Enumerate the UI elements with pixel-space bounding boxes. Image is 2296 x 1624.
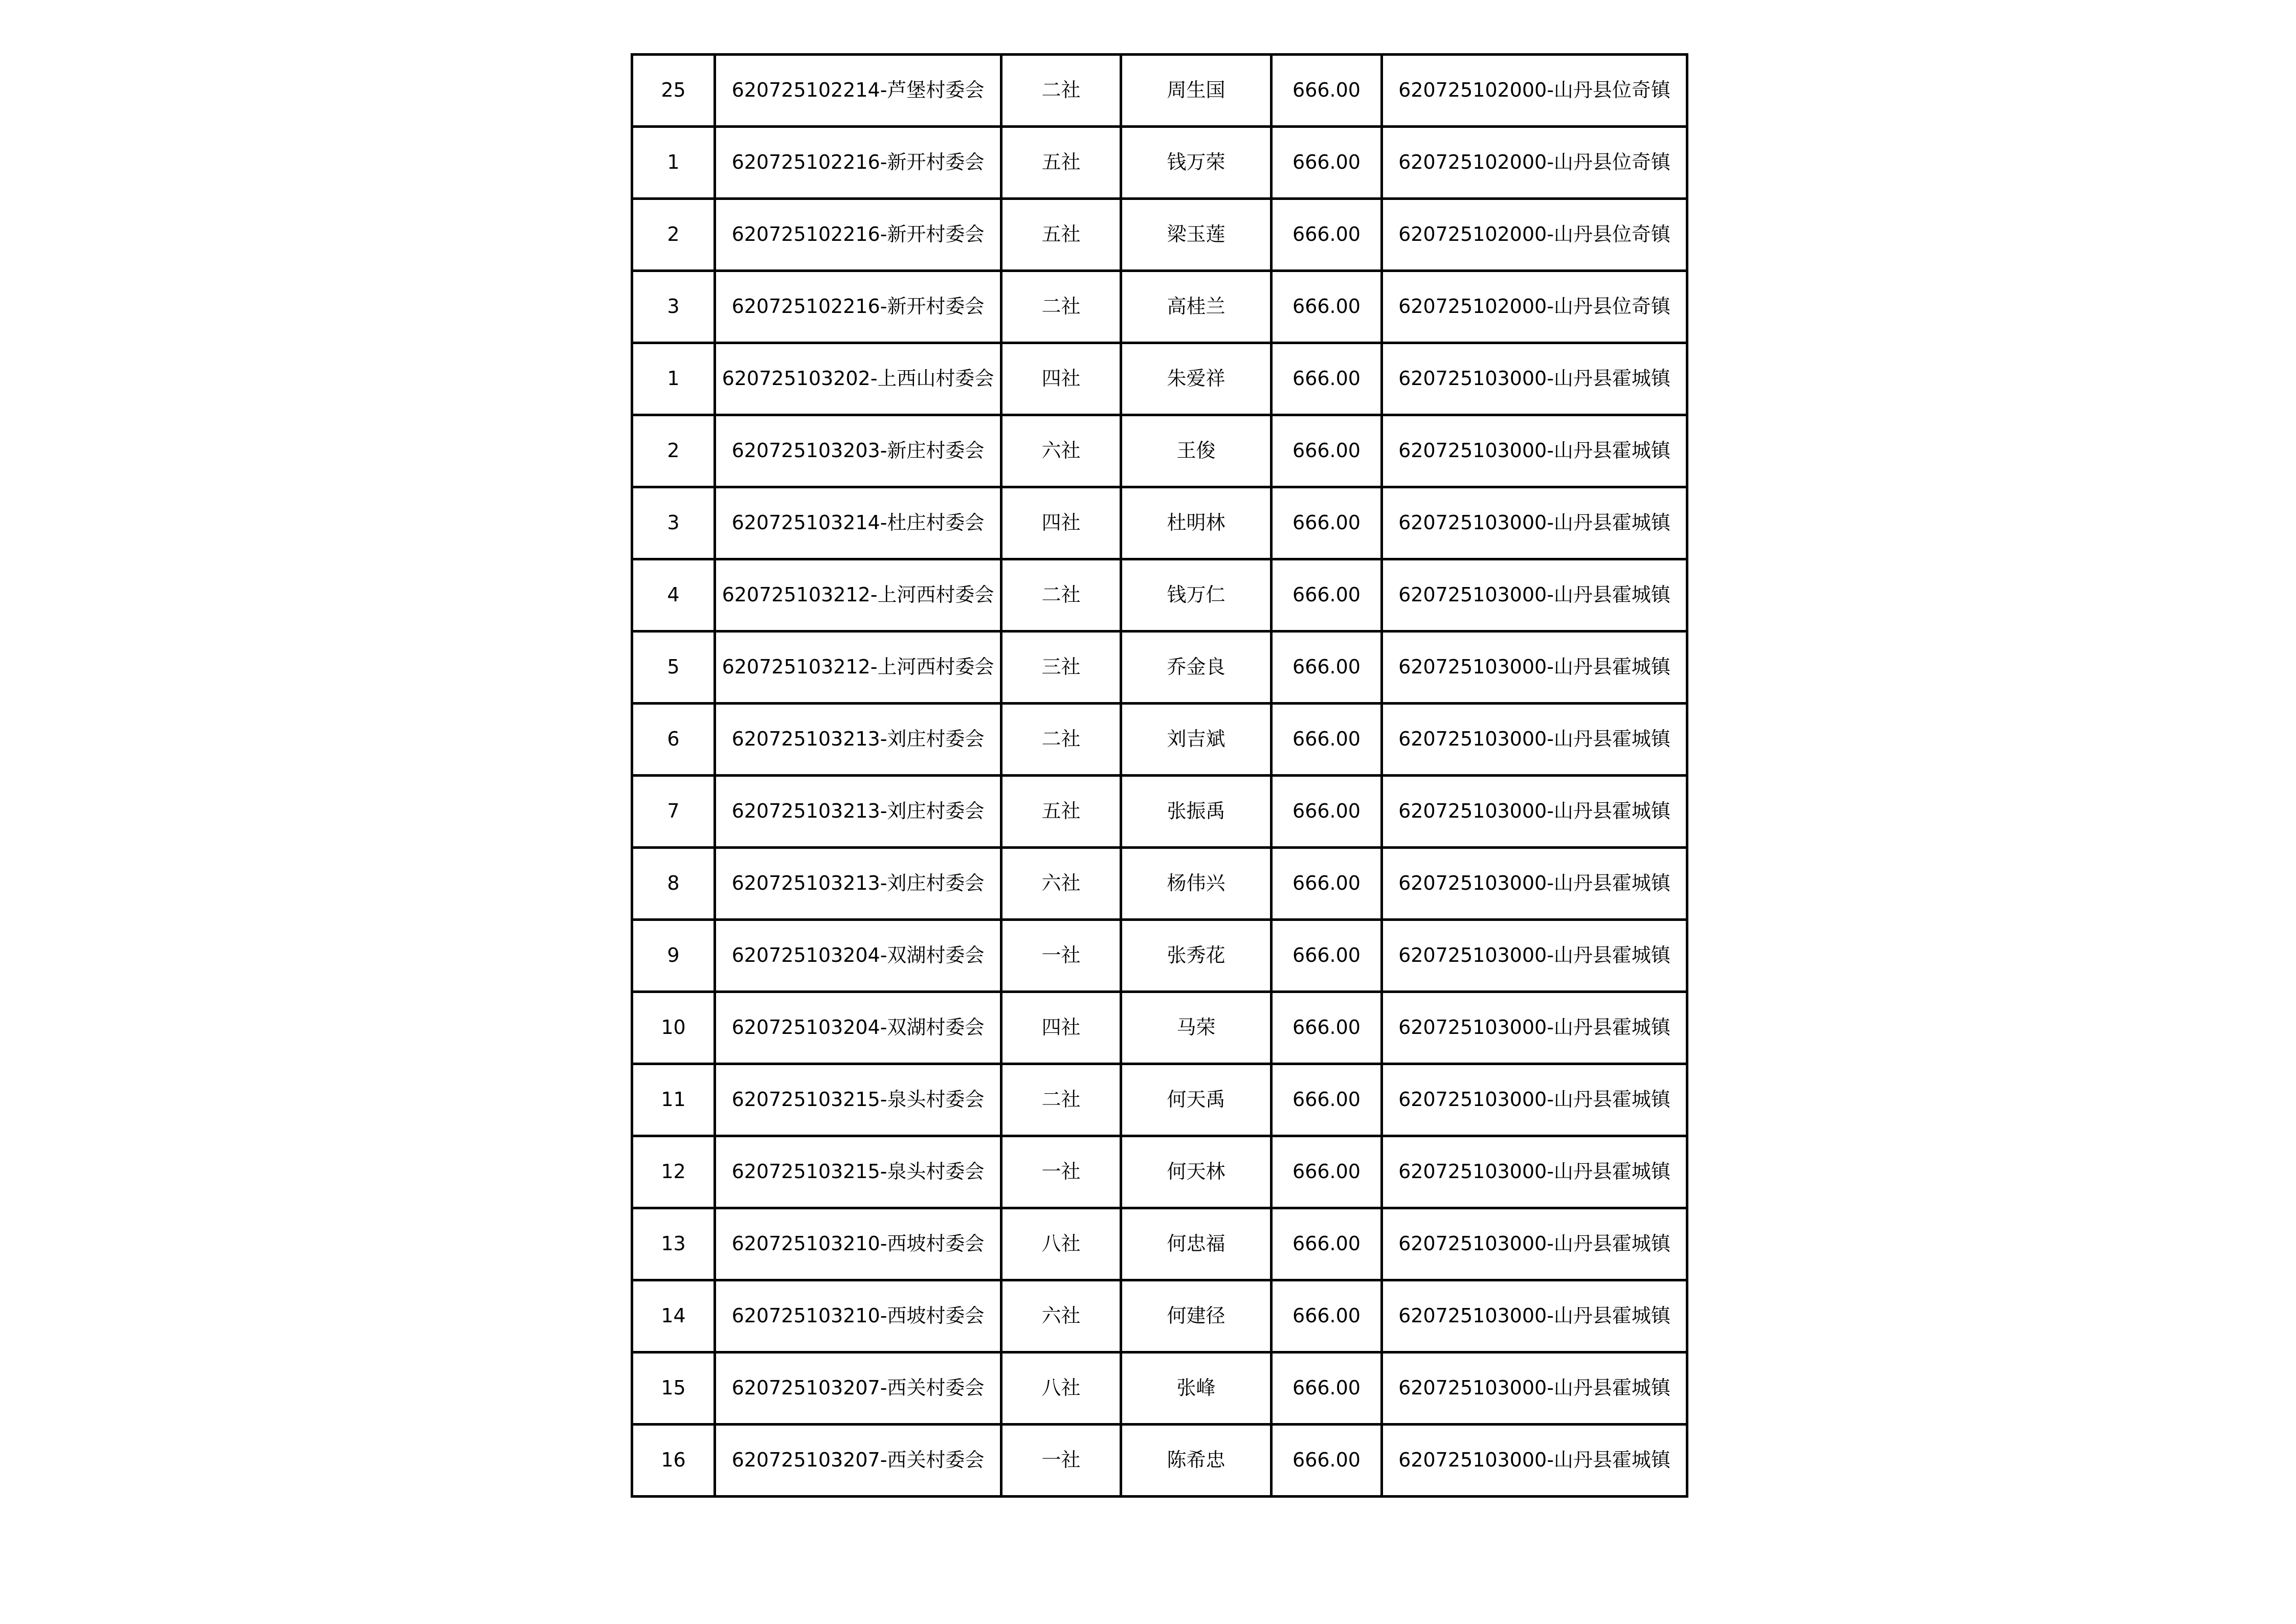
village-cell: 620725103212-上河西村委会	[715, 559, 1001, 631]
table-row	[632, 559, 1687, 631]
village-cell: 620725103204-双湖村委会	[715, 920, 1001, 992]
row-index-cell: 7	[632, 776, 715, 848]
village-cell: 620725102216-新开村委会	[715, 271, 1001, 343]
amount-cell: 666.00	[1272, 127, 1382, 199]
town-cell: 620725103000-山丹县霍城镇	[1382, 343, 1687, 415]
amount-cell: 666.00	[1272, 271, 1382, 343]
name-cell: 何建径	[1121, 1280, 1272, 1352]
town-cell: 620725103000-山丹县霍城镇	[1382, 848, 1687, 920]
town-cell: 620725103000-山丹县霍城镇	[1382, 1136, 1687, 1208]
amount-cell: 666.00	[1272, 992, 1382, 1064]
village-cell: 620725102216-新开村委会	[715, 127, 1001, 199]
group-cell: 二社	[1001, 271, 1121, 343]
town-cell: 620725103000-山丹县霍城镇	[1382, 415, 1687, 487]
group-cell: 二社	[1001, 704, 1121, 776]
table-row	[632, 1136, 1687, 1208]
amount-cell: 666.00	[1272, 343, 1382, 415]
amount-cell: 666.00	[1272, 1352, 1382, 1425]
table-row	[632, 487, 1687, 559]
table-row	[632, 415, 1687, 487]
village-cell: 620725103215-泉头村委会	[715, 1136, 1001, 1208]
table-row	[632, 271, 1687, 343]
row-index-cell: 12	[632, 1136, 715, 1208]
town-cell: 620725103000-山丹县霍城镇	[1382, 920, 1687, 992]
amount-cell: 666.00	[1272, 920, 1382, 992]
group-cell: 八社	[1001, 1352, 1121, 1425]
town-cell: 620725102000-山丹县位奇镇	[1382, 127, 1687, 199]
village-cell: 620725103202-上西山村委会	[715, 343, 1001, 415]
name-cell: 陈希忠	[1121, 1425, 1272, 1497]
village-cell: 620725103207-西关村委会	[715, 1425, 1001, 1497]
name-cell: 刘吉斌	[1121, 704, 1272, 776]
group-cell: 五社	[1001, 127, 1121, 199]
village-cell: 620725103210-西坡村委会	[715, 1208, 1001, 1280]
town-cell: 620725103000-山丹县霍城镇	[1382, 487, 1687, 559]
group-cell: 四社	[1001, 992, 1121, 1064]
row-index-cell: 3	[632, 271, 715, 343]
group-cell: 一社	[1001, 920, 1121, 992]
group-cell: 四社	[1001, 487, 1121, 559]
town-cell: 620725103000-山丹县霍城镇	[1382, 559, 1687, 631]
name-cell: 杨伟兴	[1121, 848, 1272, 920]
table-row	[632, 343, 1687, 415]
village-cell: 620725103212-上河西村委会	[715, 631, 1001, 704]
village-cell: 620725103204-双湖村委会	[715, 992, 1001, 1064]
amount-cell: 666.00	[1272, 1280, 1382, 1352]
row-index-cell: 1	[632, 343, 715, 415]
amount-cell: 666.00	[1272, 55, 1382, 127]
table-row	[632, 631, 1687, 704]
name-cell: 王俊	[1121, 415, 1272, 487]
town-cell: 620725102000-山丹县位奇镇	[1382, 271, 1687, 343]
row-index-cell: 2	[632, 199, 715, 271]
table-row	[632, 1208, 1687, 1280]
name-cell: 杜明林	[1121, 487, 1272, 559]
row-index-cell: 11	[632, 1064, 715, 1136]
table-row	[632, 55, 1687, 127]
amount-cell: 666.00	[1272, 631, 1382, 704]
name-cell: 钱万仁	[1121, 559, 1272, 631]
roster-table	[631, 53, 1688, 1498]
village-cell: 620725103214-杜庄村委会	[715, 487, 1001, 559]
row-index-cell: 5	[632, 631, 715, 704]
group-cell: 一社	[1001, 1425, 1121, 1497]
table-row	[632, 1352, 1687, 1425]
row-index-cell: 9	[632, 920, 715, 992]
group-cell: 六社	[1001, 848, 1121, 920]
table-row	[632, 848, 1687, 920]
row-index-cell: 1	[632, 127, 715, 199]
group-cell: 三社	[1001, 631, 1121, 704]
name-cell: 朱爱祥	[1121, 343, 1272, 415]
row-index-cell: 16	[632, 1425, 715, 1497]
town-cell: 620725103000-山丹县霍城镇	[1382, 1425, 1687, 1497]
table-row	[632, 1064, 1687, 1136]
town-cell: 620725103000-山丹县霍城镇	[1382, 704, 1687, 776]
name-cell: 乔金良	[1121, 631, 1272, 704]
table-row	[632, 920, 1687, 992]
name-cell: 张秀花	[1121, 920, 1272, 992]
village-cell: 620725103203-新庄村委会	[715, 415, 1001, 487]
table-row	[632, 1425, 1687, 1497]
table-row	[632, 776, 1687, 848]
name-cell: 何天禹	[1121, 1064, 1272, 1136]
amount-cell: 666.00	[1272, 704, 1382, 776]
village-cell: 620725102216-新开村委会	[715, 199, 1001, 271]
group-cell: 六社	[1001, 415, 1121, 487]
amount-cell: 666.00	[1272, 1136, 1382, 1208]
amount-cell: 666.00	[1272, 1425, 1382, 1497]
amount-cell: 666.00	[1272, 776, 1382, 848]
village-cell: 620725103210-西坡村委会	[715, 1280, 1001, 1352]
group-cell: 四社	[1001, 343, 1121, 415]
group-cell: 二社	[1001, 559, 1121, 631]
amount-cell: 666.00	[1272, 199, 1382, 271]
amount-cell: 666.00	[1272, 1064, 1382, 1136]
roster-table-body	[632, 55, 1687, 1497]
amount-cell: 666.00	[1272, 559, 1382, 631]
town-cell: 620725103000-山丹县霍城镇	[1382, 1280, 1687, 1352]
name-cell: 何忠福	[1121, 1208, 1272, 1280]
group-cell: 二社	[1001, 55, 1121, 127]
group-cell: 二社	[1001, 1064, 1121, 1136]
name-cell: 张峰	[1121, 1352, 1272, 1425]
village-cell: 620725103213-刘庄村委会	[715, 776, 1001, 848]
name-cell: 钱万荣	[1121, 127, 1272, 199]
table-row	[632, 992, 1687, 1064]
amount-cell: 666.00	[1272, 487, 1382, 559]
town-cell: 620725102000-山丹县位奇镇	[1382, 55, 1687, 127]
town-cell: 620725103000-山丹县霍城镇	[1382, 1352, 1687, 1425]
group-cell: 五社	[1001, 199, 1121, 271]
town-cell: 620725102000-山丹县位奇镇	[1382, 199, 1687, 271]
name-cell: 梁玉莲	[1121, 199, 1272, 271]
row-index-cell: 10	[632, 992, 715, 1064]
village-cell: 620725103207-西关村委会	[715, 1352, 1001, 1425]
row-index-cell: 2	[632, 415, 715, 487]
name-cell: 周生国	[1121, 55, 1272, 127]
name-cell: 马荣	[1121, 992, 1272, 1064]
town-cell: 620725103000-山丹县霍城镇	[1382, 631, 1687, 704]
group-cell: 八社	[1001, 1208, 1121, 1280]
row-index-cell: 4	[632, 559, 715, 631]
amount-cell: 666.00	[1272, 848, 1382, 920]
row-index-cell: 13	[632, 1208, 715, 1280]
table-row	[632, 1280, 1687, 1352]
amount-cell: 666.00	[1272, 415, 1382, 487]
village-cell: 620725102214-芦堡村委会	[715, 55, 1001, 127]
village-cell: 620725103215-泉头村委会	[715, 1064, 1001, 1136]
amount-cell: 666.00	[1272, 1208, 1382, 1280]
town-cell: 620725103000-山丹县霍城镇	[1382, 1064, 1687, 1136]
name-cell: 何天林	[1121, 1136, 1272, 1208]
name-cell: 张振禹	[1121, 776, 1272, 848]
row-index-cell: 15	[632, 1352, 715, 1425]
group-cell: 六社	[1001, 1280, 1121, 1352]
village-cell: 620725103213-刘庄村委会	[715, 704, 1001, 776]
row-index-cell: 6	[632, 704, 715, 776]
table-row	[632, 704, 1687, 776]
table-row	[632, 199, 1687, 271]
name-cell: 高桂兰	[1121, 271, 1272, 343]
town-cell: 620725103000-山丹县霍城镇	[1382, 776, 1687, 848]
row-index-cell: 3	[632, 487, 715, 559]
village-cell: 620725103213-刘庄村委会	[715, 848, 1001, 920]
town-cell: 620725103000-山丹县霍城镇	[1382, 992, 1687, 1064]
town-cell: 620725103000-山丹县霍城镇	[1382, 1208, 1687, 1280]
group-cell: 一社	[1001, 1136, 1121, 1208]
row-index-cell: 8	[632, 848, 715, 920]
row-index-cell: 14	[632, 1280, 715, 1352]
group-cell: 五社	[1001, 776, 1121, 848]
table-row	[632, 127, 1687, 199]
row-index-cell: 25	[632, 55, 715, 127]
